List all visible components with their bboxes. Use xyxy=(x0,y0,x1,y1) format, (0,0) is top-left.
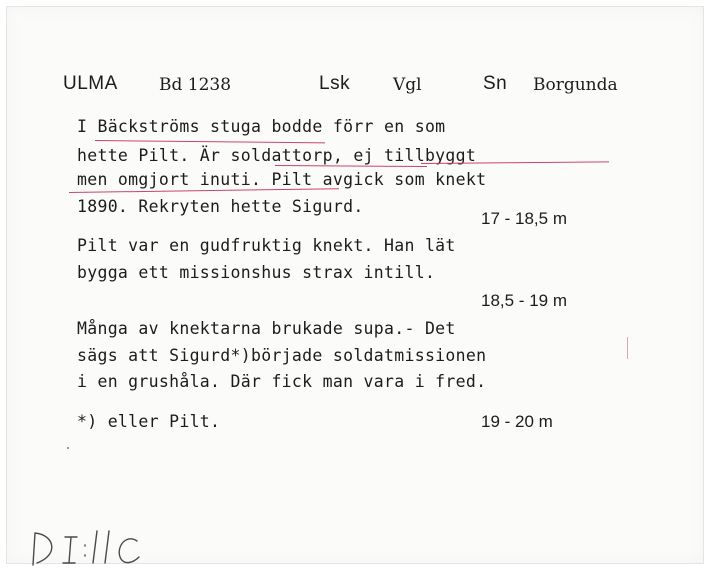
margin-dot xyxy=(67,447,69,449)
text-line: hette Pilt. Är soldattorp, ej tillbyggt xyxy=(77,146,477,165)
text-line: i en grushåla. Där fick man vara i fred. xyxy=(77,372,487,391)
margin-tick xyxy=(627,337,628,359)
footnote-line: *) eller Pilt. xyxy=(77,412,221,431)
underline-mark xyxy=(421,161,609,164)
county-value: Vgl xyxy=(393,75,422,95)
depth-range: 18,5 - 19 m xyxy=(481,291,567,310)
text-line: 1890. Rekryten hette Sigurd. xyxy=(77,197,364,216)
underline-mark xyxy=(95,140,325,143)
text-line: Många av knektarna brukade supa.- Det xyxy=(77,319,456,338)
archive-code: ULMA xyxy=(63,73,118,94)
text-line: I Bäckströms stuga bodde förr en som xyxy=(77,117,446,136)
volume-number: Bd 1238 xyxy=(159,75,232,95)
parish-value: Borgunda xyxy=(533,75,618,95)
county-label: Lsk xyxy=(319,73,351,94)
parish-label: Sn xyxy=(483,73,508,94)
archive-card xyxy=(6,6,704,564)
text-line: Pilt var en gudfruktig knekt. Han lät xyxy=(77,236,456,255)
depth-range: 19 - 20 m xyxy=(481,412,553,431)
depth-range: 17 - 18,5 m xyxy=(481,209,567,228)
text-line: men omgjort inuti. Pilt avgick som knekt xyxy=(77,170,487,189)
text-line: bygga ett missionshus strax intill. xyxy=(77,263,436,282)
underline-mark xyxy=(275,165,427,167)
handwritten-signature xyxy=(29,527,159,571)
text-line: sägs att Sigurd*)började soldatmissionen xyxy=(77,346,487,365)
